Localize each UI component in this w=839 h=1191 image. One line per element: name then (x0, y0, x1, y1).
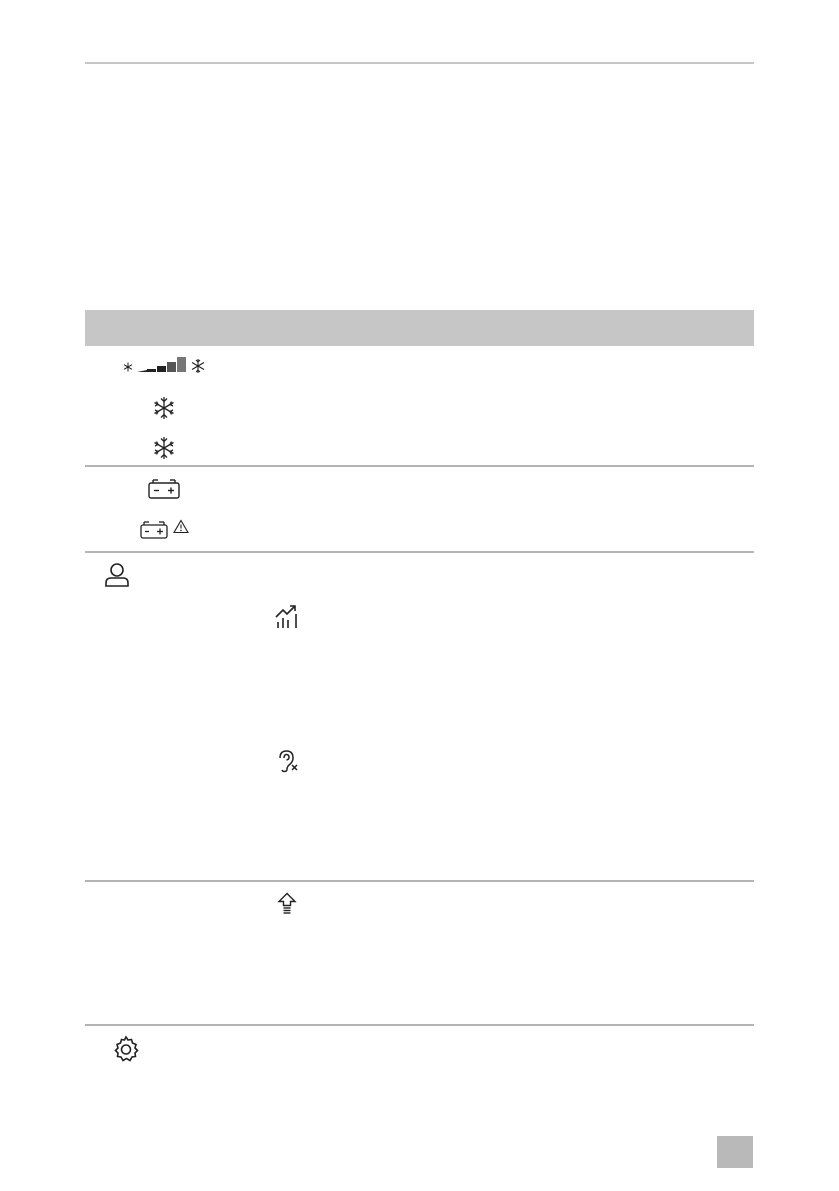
row-separator (85, 880, 754, 882)
trend-bars-icon (274, 603, 300, 629)
battery-icon (139, 520, 169, 540)
top-rule (85, 62, 754, 64)
row-separator (85, 551, 754, 553)
table-header (85, 310, 754, 346)
row-separator (85, 1024, 754, 1026)
snowflake-small-icon (123, 362, 133, 372)
snowflake-icon (152, 396, 176, 420)
gear-icon (112, 1035, 140, 1063)
page-number-box (717, 1136, 753, 1168)
upload-arrow-icon (276, 892, 298, 916)
row-separator (85, 465, 754, 467)
snowflake-icon (152, 436, 176, 460)
user-icon (104, 562, 130, 588)
cooling-level-bars-icon (137, 356, 189, 374)
sound-off-icon (276, 749, 300, 773)
warning-triangle-icon (173, 519, 189, 534)
snowflake-icon (190, 358, 206, 374)
battery-icon (147, 478, 181, 500)
